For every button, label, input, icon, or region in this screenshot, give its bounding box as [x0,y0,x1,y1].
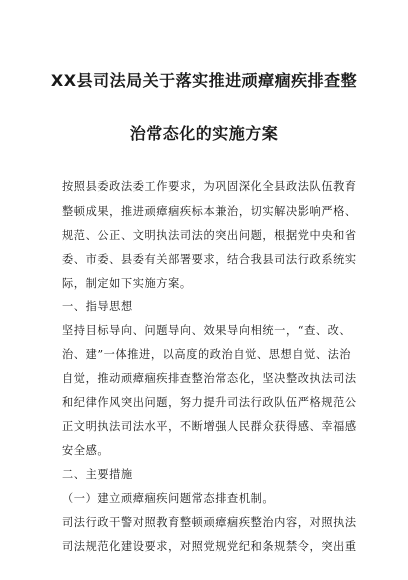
section-heading-guiding-thought: 一、指导思想 [62,300,133,313]
document-title-line-1: XX县司法局关于落实推进顽瘴痼疾排查整 [50,71,358,90]
body-line-16: 司法规范化建设要求，对照党规党纪和条规禁令，突出重 [62,540,357,553]
body-line-2: 整顿成果，推进顽瘴痼疾标本兼治，切实解决影响严格、 [62,205,357,218]
body-line-5: 际，制定如下实施方案。 [62,277,192,290]
body-line-10: 和纪律作风突出问题，努力提升司法行政队伍严格规范公 [62,396,357,409]
body-line-4: 委、市委、县委有关部署要求，结合我县司法行政系统实 [62,253,357,266]
body-line-11: 正文明执法司法水平，不断增强人民群众获得感、幸福感 [62,420,357,433]
section-heading-main-measures: 二、主要措施 [62,468,133,481]
subsection-heading-1: （一）建立顽瘴痼疾问题常态排查机制。 [62,492,275,505]
body-line-1: 按照县委政法委工作要求，为巩固深化全县政法队伍教育 [62,180,357,193]
body-line-12: 安全感。 [62,444,110,457]
body-line-15: 司法行政干警对照教育整顿顽瘴痼疾整治内容，对照执法 [62,516,357,529]
body-line-3: 规范、公正、文明执法司法的突出问题，根据党中央和省 [62,229,357,242]
body-line-8: 治、建”一体推进，以高度的政治自觉、思想自觉、法治 [62,348,352,361]
body-line-9: 自觉，推动顽瘴痼疾排查整治常态化，坚决整改执法司法 [62,372,357,385]
document-title-line-2: 治常态化的实施方案 [129,124,279,143]
body-line-7: 坚持目标导向、问题导向、效果导向相统一，“查、改、 [62,324,352,337]
